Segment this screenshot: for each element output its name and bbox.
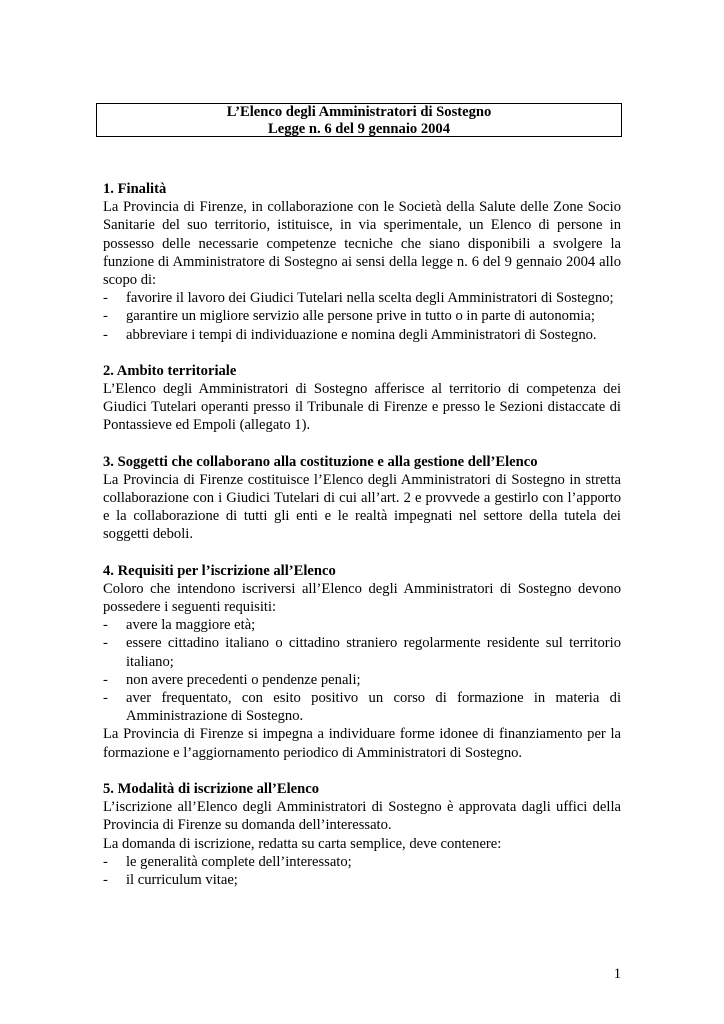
document-subtitle: Legge n. 6 del 9 gennaio 2004 [267,120,451,137]
section-heading: 1. Finalità [103,181,167,197]
document-body [103,180,621,907]
list-item: - abbreviare i tempi di individuazione e nomina degli Amministratori di Sostegno. [103,326,597,343]
list-item: - il curriculum vitae; [103,871,238,888]
list-item: - garantire un migliore servizio alle persone prive in tutto o in parte di autonomia; [103,308,595,325]
section-paragraph: L’Elenco degli Amministratori di Sostegno afferisce al territorio di competenza dei Giudici Tutelari operanti presso il Tribunale di Firenze e presso le Sezioni distaccate di Pontassieve ed Empoli (allegato 1). [103,381,621,434]
bullet-list [103,616,621,725]
bullet-list [103,289,621,344]
list-item: - avere la maggiore età; [103,617,256,634]
section-finalita [103,180,621,344]
section-paragraph: La Provincia di Firenze, in collaborazione con le Società della Salute delle Zone Socio Sanitarie del suo territorio, istituisce, in via sperimentale, un Elenco di persone in possesso delle necessarie competenze tecniche che siano disponibili a svolgere la funzione di Amministratore di Sostegno ai sensi della legge n. 6 del 9 gennaio 2004 allo scopo di: [103,199,621,289]
document-title: L’Elenco degli Amministratori di Sostegno [226,104,492,120]
section-paragraph-after: La Provincia di Firenze si impegna a individuare forme idonee di finanziamento per la formazione e l’aggiornamento periodico di Amministratori di Sostegno. [103,726,621,761]
list-item: - favorire il lavoro dei Giudici Tutelari nella scelta degli Amministratori di Sostegno; [103,290,614,307]
title-box [96,103,622,137]
section-paragraph: L’iscrizione all’Elenco degli Amministratori di Sostegno è approvata dagli uffici della Provincia di Firenze su domanda dell’interessato. [103,799,621,834]
section-modalita-iscrizione [103,780,621,889]
list-item: - aver frequentato, con esito positivo un corso di formazione in materia di Amministrazione di Sostegno. [103,690,621,725]
section-paragraph-2: La domanda di iscrizione, redatta su carta semplice, deve contenere: [103,835,502,852]
section-paragraph: La Provincia di Firenze costituisce l’Elenco degli Amministratori di Sostegno in stretta collaborazione con i Giudici Tutelari di cui all’art. 2 e provvede a gestirlo con l’apporto e la collaborazione di tutti gli enti e le realtà impegnati nel settore della tutela dei soggetti deboli. [103,471,621,543]
section-paragraph: Coloro che intendono iscriversi all’Elenco degli Amministratori di Sostegno devono possedere i seguenti requisiti: [103,580,621,616]
list-item: - le generalità complete dell’interessato; [103,853,352,870]
list-item: - non avere precedenti o pendenze penali; [103,671,361,688]
section-heading: 4. Requisiti per l’iscrizione all’Elenco [103,562,336,579]
section-ambito-territoriale [103,362,621,435]
section-soggetti [103,453,621,544]
bullet-list [103,853,621,889]
list-item: - essere cittadino italiano o cittadino straniero regolarmente residente sul territorio italiano; [103,635,621,670]
section-heading: 5. Modalità di iscrizione all’Elenco [103,780,320,797]
section-heading: 3. Soggetti che collaborano alla costituzione e alla gestione dell’Elenco [103,453,538,470]
section-heading: 2. Ambito territoriale [103,362,237,379]
page-number: 1 [613,966,621,982]
section-requisiti [103,562,621,762]
